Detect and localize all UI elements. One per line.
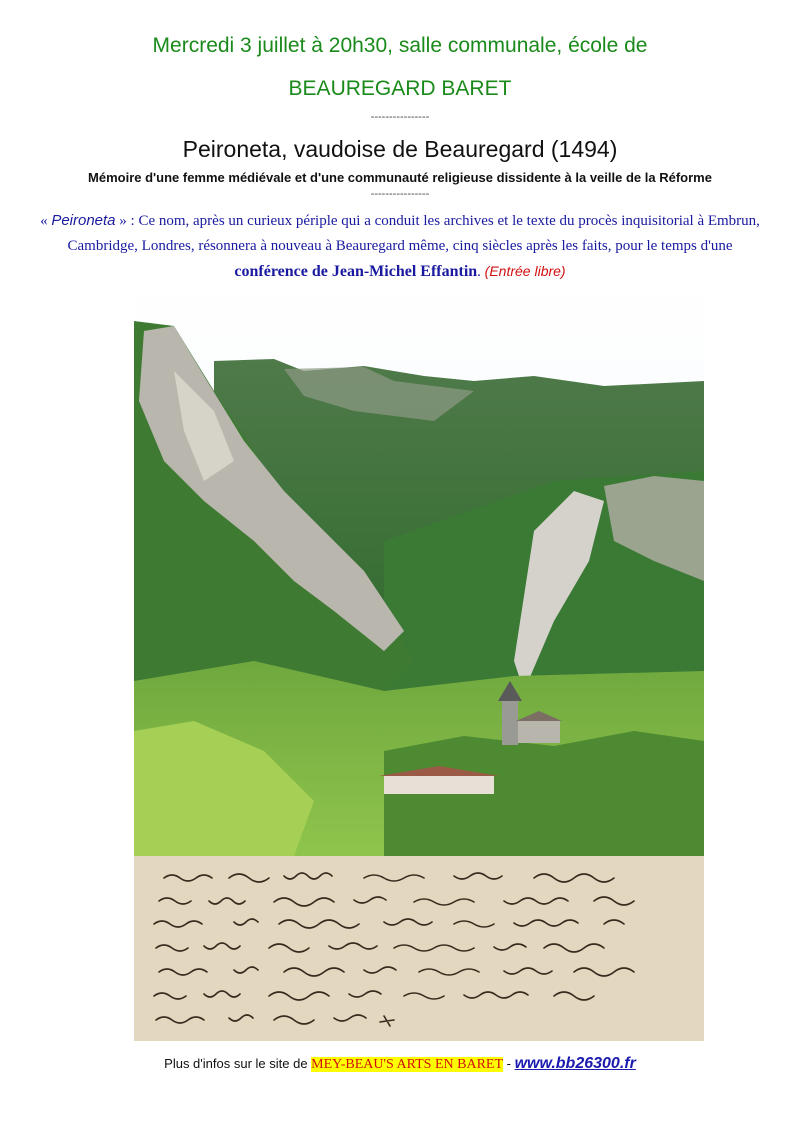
page-subtitle: Mémoire d'une femme médiévale et d'une communauté religieuse dissidente à la veille de la Réforme (88, 170, 712, 185)
footer-prefix: Plus d'infos sur le site de (164, 1056, 312, 1071)
entry-free-label: (Entrée libre) (484, 263, 566, 279)
page-title: Peironeta, vaudoise de Beauregard (1494) (182, 136, 618, 162)
event-location-line: BEAUREGARD BARET (288, 77, 512, 100)
landscape-photo (134, 281, 704, 856)
open-quote: « (40, 213, 52, 229)
description-paragraph (40, 208, 760, 285)
description-after: . (477, 264, 485, 280)
description-text: » : Ce nom, après un curieux périple qui a conduit les archives et le texte du procès inquisitorial à Embrun, Cambridge, Londres, résonnera à nouveau à Beauregard même, cinq siècles après les faits, pour le temps d'une (67, 213, 760, 254)
name-peironeta: Peironeta (51, 212, 116, 229)
manuscript-image (134, 856, 704, 1041)
footer-site-name: MEY-BEAU'S ARTS EN BARET (311, 1057, 504, 1072)
event-date-line: Mercredi 3 juillet à 20h30, salle communale, école de (152, 34, 648, 57)
separator: ---------------- (370, 188, 430, 200)
speaker-highlight: conférence de Jean-Michel Effantin (234, 263, 478, 280)
footer-dash: - (503, 1056, 515, 1071)
footer-url-link[interactable]: www.bb26300.fr (514, 1055, 636, 1072)
separator: ---------------- (370, 111, 430, 123)
footer (0, 1055, 800, 1073)
